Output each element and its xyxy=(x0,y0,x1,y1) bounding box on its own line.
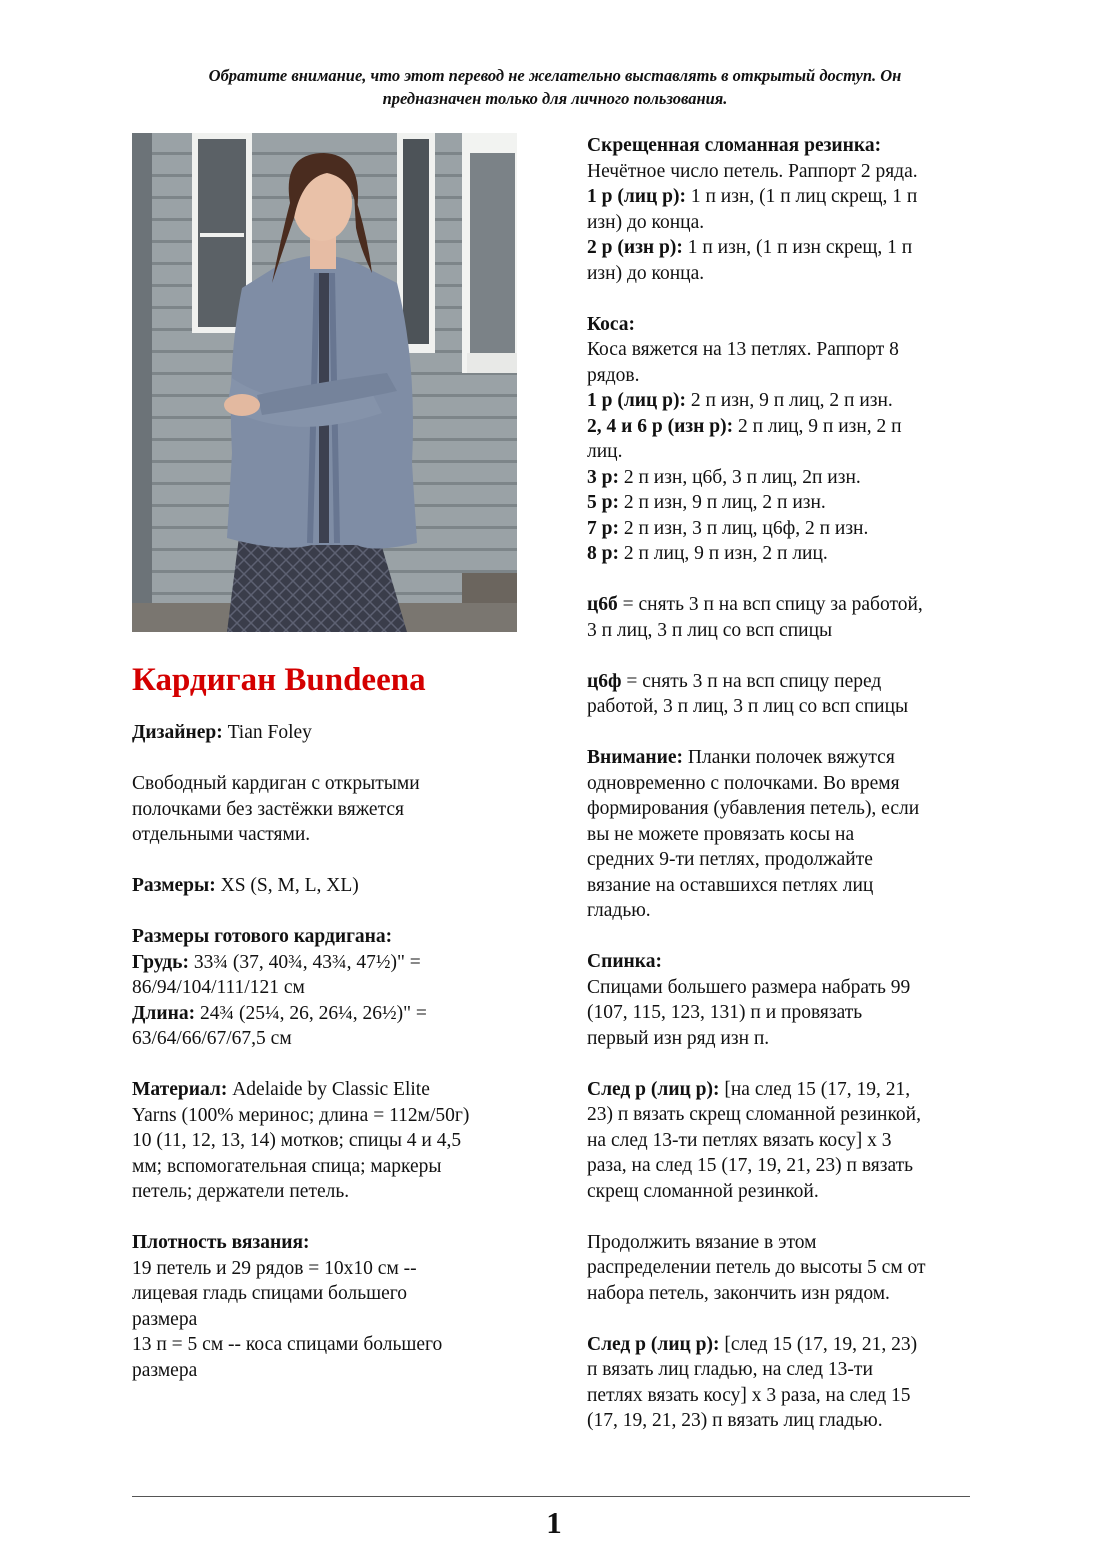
next-row-2-line-4: (17, 19, 21, 23) п вязать лиц гладью. xyxy=(587,1410,883,1431)
chest-value: 33¾ (37, 40¾, 43¾, 47½)" = xyxy=(188,951,421,973)
chest-cm: 86/94/104/111/121 см xyxy=(132,977,305,998)
c6f-definition: ц6ф = снять 3 п на всп спицу перед xyxy=(587,670,882,692)
attention-line-5: средних 9-ти петлях, продолжайте xyxy=(587,849,873,870)
back-line-2: (107, 115, 123, 131) п и провязать xyxy=(587,1002,863,1023)
photo-illustration xyxy=(132,133,517,632)
attention-line-2: одновременно с полочками. Во время xyxy=(587,772,900,794)
material-line-1: Материал: Adelaide by Classic Elite xyxy=(132,1079,430,1100)
continue-line-2: распределении петель до высоты 5 см от xyxy=(587,1257,926,1278)
continue-line-1: Продолжить вязание в этом xyxy=(587,1231,817,1253)
material-line-5: петель; держатели петель. xyxy=(132,1181,350,1202)
cable-row-1: 1 р (лиц р): 2 п изн, 9 п лиц, 2 п изн. xyxy=(587,390,893,411)
material-line-4: мм; вспомогательная спица; маркеры xyxy=(132,1155,442,1177)
next-row-1-line-3: на след 13-ти петлях вязать косу] х 3 xyxy=(587,1129,892,1151)
material-label: Материал: xyxy=(132,1079,228,1100)
length-label: Длина: xyxy=(132,1002,196,1024)
finished-sizes-heading: Размеры готового кардигана: xyxy=(132,926,393,947)
page-number: 1 xyxy=(546,1505,562,1540)
back-line-1: Спицами большего размера набрать 99 xyxy=(587,976,911,998)
cable-row-246-cont: лиц. xyxy=(587,441,623,462)
c6b-definition: ц6б = снять 3 п на всп спицу за работой, xyxy=(587,594,923,615)
right-column xyxy=(587,133,987,1434)
length-cm: 63/64/66/67/67,5 см xyxy=(132,1028,292,1049)
material-line-3: 10 (11, 12, 13, 14) мотков; спицы 4 и 4,5 xyxy=(132,1130,462,1151)
length-line xyxy=(132,1001,532,1027)
attention-line-6: вязание на оставшихся петлях лиц xyxy=(587,874,874,896)
next-row-2-line-1: След р (лиц р): [след 15 (17, 19, 21, 23) xyxy=(587,1333,918,1355)
next-row-1-line-1: След р (лиц р): [на след 15 (17, 19, 21, xyxy=(587,1078,911,1100)
notice-line-1: Обратите внимание, что этот перевод не желательно выставлять в открытый доступ. Он xyxy=(208,66,902,85)
length-value: 24¾ (25¼, 26, 26¼, 26½)" = xyxy=(195,1002,427,1024)
left-column xyxy=(132,660,532,1383)
designer-value: Tian Foley xyxy=(222,722,312,743)
next-row-1-line-5: скрещ сломанной резинкой. xyxy=(587,1180,819,1202)
next-row-1-line-4: раза, на след 15 (17, 19, 21, 23) п вязать xyxy=(587,1155,914,1176)
pattern-title: Кардиган Bundeena xyxy=(132,662,426,698)
sizes-line xyxy=(132,873,532,899)
gauge-line-2: лицевая гладь спицами большего xyxy=(132,1283,408,1304)
attention-line-1: Внимание: Планки полочек вяжутся xyxy=(587,747,895,768)
description-line-2: полочками без застёжки вяжется xyxy=(132,798,404,820)
chest-label: Грудь: xyxy=(132,951,189,973)
cable-row-7: 7 р: 2 п изн, 3 п лиц, ц6ф, 2 п изн. xyxy=(587,517,869,539)
next-row-1-line-2: 23) п вязать скрещ сломанной резинкой, xyxy=(587,1104,921,1125)
c6b-definition-cont: 3 п лиц, 3 п лиц со всп спицы xyxy=(587,619,833,641)
description-line-3: отдельными частями. xyxy=(132,824,311,845)
cable-row-8: 8 р: 2 п лиц, 9 п изн, 2 п лиц. xyxy=(587,543,828,564)
gauge-heading: Плотность вязания: xyxy=(132,1232,310,1253)
rib-row-1: 1 р (лиц р): 1 п изн, (1 п лиц скрещ, 1 п xyxy=(587,186,918,207)
cable-intro-cont: рядов. xyxy=(587,364,640,386)
cable-row-246: 2, 4 и 6 р (изн р): 2 п лиц, 9 п изн, 2 п xyxy=(587,415,902,437)
rib-row-2: 2 р (изн р): 1 п изн, (1 п изн скрещ, 1 п xyxy=(587,237,913,258)
attention-line-4: вы не можете провязать косы на xyxy=(587,823,855,845)
designer-line xyxy=(132,720,532,746)
continue-line-3: набора петель, закончить изн рядом. xyxy=(587,1282,890,1304)
gauge-line-3: размера xyxy=(132,1308,198,1330)
notice-line-2: предназначен только для личного пользования. xyxy=(382,89,728,108)
designer-label: Дизайнер: xyxy=(132,722,223,743)
attention-line-3: формирования (убавления петель), если xyxy=(587,798,920,819)
back-line-3: первый изн ряд изн п. xyxy=(587,1027,770,1049)
c6f-definition-cont: работой, 3 п лиц, 3 п лиц со всп спицы xyxy=(587,696,909,717)
sizes-value: XS (S, M, L, XL) xyxy=(215,875,359,896)
next-row-2-line-2: п вязать лиц гладью, на след 13-ти xyxy=(587,1359,873,1380)
rib-row-1-cont: изн) до конца. xyxy=(587,211,705,233)
rib-row-2-cont: изн) до конца. xyxy=(587,262,705,284)
next-row-2-line-3: петлях вязать косу] х 3 раза, на след 15 xyxy=(587,1384,911,1406)
chest-line xyxy=(132,950,532,976)
gauge-line-5: размера xyxy=(132,1359,198,1381)
back-heading: Спинка: xyxy=(587,951,662,972)
sizes-label: Размеры: xyxy=(132,875,216,896)
gauge-line-4: 13 п = 5 см -- коса спицами большего xyxy=(132,1334,443,1355)
woman-in-cardigan-photo xyxy=(132,133,517,632)
rib-intro: Нечётное число петель. Раппорт 2 ряда. xyxy=(587,160,918,182)
material-line-2: Yarns (100% меринос; длина = 112м/50г) xyxy=(132,1104,470,1126)
description-line-1: Свободный кардиган с открытыми xyxy=(132,773,420,794)
cable-row-3: 3 р: 2 п изн, ц6б, 3 п лиц, 2п изн. xyxy=(587,466,861,488)
cable-heading: Коса: xyxy=(587,313,636,335)
cable-row-5: 5 р: 2 п изн, 9 п лиц, 2 п изн. xyxy=(587,492,826,513)
footer-rule xyxy=(132,1496,970,1497)
cable-intro: Коса вяжется на 13 петлях. Раппорт 8 xyxy=(587,339,899,360)
gauge-line-1: 19 петель и 29 рядов = 10х10 см -- xyxy=(132,1257,417,1279)
translation-notice xyxy=(140,64,970,110)
attention-line-7: гладью. xyxy=(587,900,651,921)
rib-heading: Скрещенная сломанная резинка: xyxy=(587,135,882,156)
